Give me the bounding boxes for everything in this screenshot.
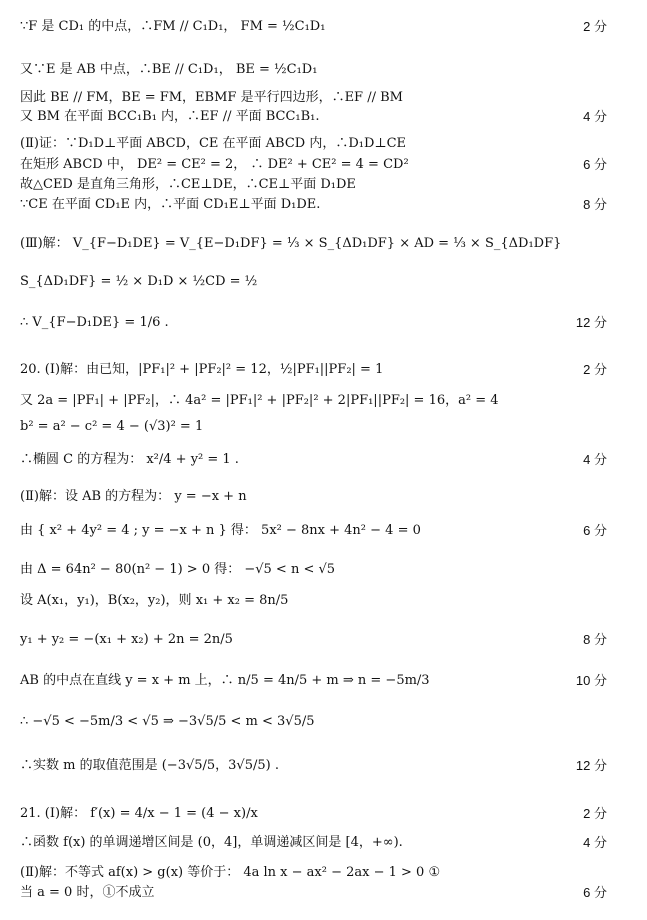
- solution-line: [20, 805, 607, 823]
- line-text: 故△CED 是直角三角形，∴CE⊥DE，∴CE⊥平面 D₁DE: [20, 177, 356, 192]
- solution-line: [20, 561, 607, 579]
- line-text: 又 BM 在平面 BCC₁B₁ 内，∴EF // 平面 BCC₁B₁.: [20, 109, 320, 124]
- score-label: 4 分: [583, 452, 607, 467]
- solution-line: [20, 864, 607, 882]
- score-label: 8 分: [583, 632, 607, 647]
- score-label: 2 分: [583, 362, 607, 377]
- line-text: ∴椭圆 C 的方程为： x²/4 + y² = 1 .: [20, 452, 239, 467]
- solution-line: [20, 273, 607, 291]
- line-text: 又∵E 是 AB 中点，∴BE // C₁D₁， BE = ½C₁D₁: [20, 62, 318, 77]
- solution-line: [20, 884, 607, 902]
- solution-line: [20, 713, 607, 731]
- line-text: (Ⅱ)证：∵D₁D⊥平面 ABCD，CE 在平面 ABCD 内，∴D₁D⊥CE: [20, 136, 407, 151]
- line-text: ∵CE 在平面 CD₁E 内，∴平面 CD₁E⊥平面 D₁DE.: [20, 197, 321, 212]
- solution-line: [20, 61, 607, 79]
- line-text: S_{ΔD₁DF} = ½ × D₁D × ½CD = ½: [20, 274, 258, 289]
- solution-line: [20, 451, 607, 469]
- solution-line: [20, 176, 607, 194]
- score-label: 12 分: [575, 315, 607, 330]
- line-text: 设 A(x₁，y₁)，B(x₂，y₂)，则 x₁ + x₂ = 8n/5: [20, 593, 289, 608]
- line-text: 又 2a = |PF₁| + |PF₂|，∴ 4a² = |PF₁|² + |PF₂|² + 2|PF₁||PF₂| = 16，a² = 4: [20, 393, 499, 408]
- line-text: 在矩形 ABCD 中， DE² = CE² = 2， ∴ DE² + CE² = 4 = CD²: [20, 157, 409, 172]
- line-text: 由 Δ = 64n² − 80(n² − 1) > 0 得： −√5 < n < √5: [20, 562, 336, 577]
- solution-line: [20, 592, 607, 610]
- score-label: 10 分: [575, 673, 607, 688]
- score-label: 2 分: [583, 806, 607, 821]
- line-text: ∴实数 m 的取值范围是 (−3√5/5，3√5/5) .: [20, 758, 279, 773]
- score-label: 4 分: [583, 835, 607, 850]
- score-label: 2 分: [583, 19, 607, 34]
- score-label: 6 分: [583, 157, 607, 172]
- solution-line: [20, 488, 607, 506]
- solution-line: [20, 757, 607, 775]
- line-text: 21. (Ⅰ)解： f′(x) = 4/x − 1 = (4 − x)/x: [20, 806, 258, 821]
- solution-line: [20, 156, 607, 174]
- solution-line: [20, 418, 607, 436]
- line-text: 当 a = 0 时，①不成立: [20, 885, 155, 900]
- line-text: y₁ + y₂ = −(x₁ + x₂) + 2n = 2n/5: [20, 632, 233, 647]
- line-text: ∵F 是 CD₁ 的中点，∴FM // C₁D₁， FM = ½C₁D₁: [20, 19, 326, 34]
- line-text: 因此 BE // FM，BE = FM，EBMF 是平行四边形，∴EF // BM: [20, 90, 403, 105]
- solution-line: [20, 631, 607, 649]
- score-label: 8 分: [583, 197, 607, 212]
- line-text: b² = a² − c² = 4 − (√3)² = 1: [20, 419, 204, 434]
- solution-line: [20, 672, 607, 690]
- line-text: ∴ −√5 < −5m/3 < √5 ⇒ −3√5/5 < m < 3√5/5: [20, 714, 315, 729]
- solution-line: [20, 235, 607, 253]
- line-text: (Ⅱ)解：不等式 af(x) > g(x) 等价于： 4a ln x − ax² − 2ax − 1 > 0 ①: [20, 865, 441, 880]
- score-label: 6 分: [583, 885, 607, 900]
- line-text: (Ⅲ)解： V_{F−D₁DE} = V_{E−D₁DF} = ⅓ × S_{ΔD₁DF} × AD = ⅓ × S_{ΔD₁DF}: [20, 236, 562, 251]
- solution-line: [20, 89, 607, 107]
- solution-line: [20, 314, 607, 332]
- score-label: 12 分: [575, 758, 607, 773]
- score-label: 6 分: [583, 523, 607, 538]
- line-text: (Ⅱ)解：设 AB 的方程为： y = −x + n: [20, 489, 247, 504]
- line-text: ∴ V_{F−D₁DE} = 1/6 .: [20, 315, 169, 330]
- solution-line: [20, 18, 607, 36]
- score-label: 4 分: [583, 109, 607, 124]
- line-text: AB 的中点在直线 y = x + m 上，∴ n/5 = 4n/5 + m ⇒ n = −5m/3: [20, 673, 430, 688]
- solution-line: [20, 135, 607, 153]
- line-text: 由 { x² + 4y² = 4 ; y = −x + n } 得： 5x² − 8nx + 4n² − 4 = 0: [20, 523, 421, 538]
- solution-line: [20, 108, 607, 126]
- solution-line: [20, 392, 607, 410]
- solution-line: [20, 361, 607, 379]
- solution-line: [20, 834, 607, 852]
- line-text: ∴函数 f(x) 的单调递增区间是 (0，4]，单调递减区间是 [4，+∞).: [20, 835, 403, 850]
- solution-line: [20, 196, 607, 214]
- line-text: 20. (Ⅰ)解：由已知，|PF₁|² + |PF₂|² = 12，½|PF₁||PF₂| = 1: [20, 362, 384, 377]
- solution-line: [20, 522, 607, 540]
